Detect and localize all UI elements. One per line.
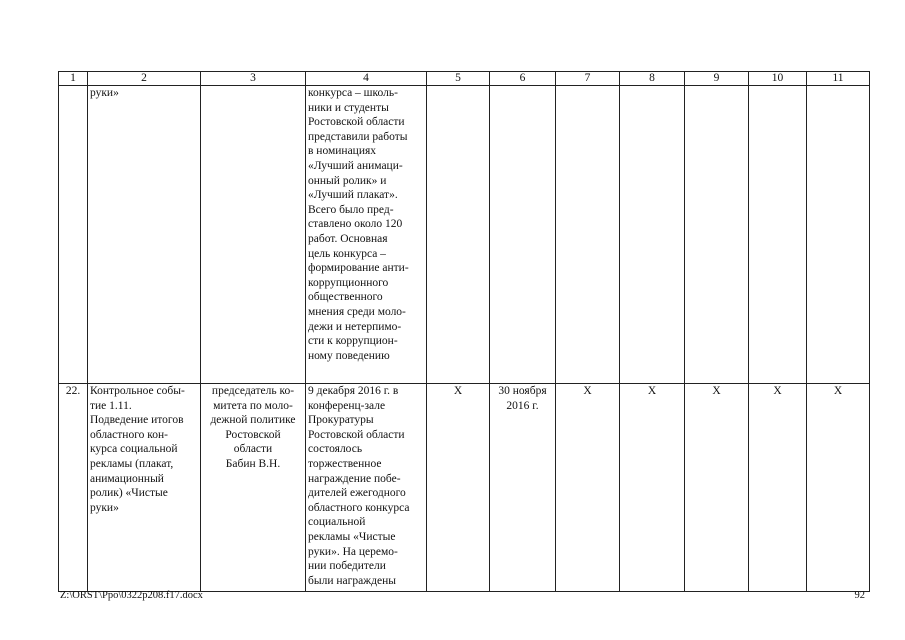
text-line: в номинациях [308,145,377,158]
text-line: были награждены [308,574,396,587]
text-line: тие 1.11. [90,399,132,412]
header-cell-6: 6 [490,72,556,86]
cell-col11 [807,86,870,384]
text-line: дежной политике [210,414,296,427]
text-line: дежи и нетерпимо- [308,320,402,333]
cell-num [59,86,88,384]
header-cell-5: 5 [427,72,490,86]
text-line: митета по моло- [213,399,293,412]
text-line: курса социальной [90,443,178,456]
text-line: конкурса – школь- [308,87,398,99]
cell-col8 [620,86,685,384]
cell-col10 [749,86,807,384]
text-line: коррупционного [308,276,389,289]
header-cell-11: 11 [807,72,870,86]
cell-col8: X [620,384,685,592]
text-line: конференц-зале [308,399,386,412]
header-cell-3: 3 [201,72,306,86]
table-row-continued [59,86,870,384]
cell-event [88,86,201,384]
text-line: Ростовской области [308,116,405,129]
text-line: мнения среди моло- [308,305,406,318]
text-line: 2016 г. [506,399,539,412]
page-number: 92 [854,590,865,601]
cell-col7 [556,86,620,384]
text-line: Ростовской области [308,428,405,441]
cell-result [306,86,427,384]
text-line: руки» [90,87,119,99]
cell-col9 [685,86,749,384]
header-cell-8: 8 [620,72,685,86]
text-line: Бабин В.Н. [225,457,281,470]
text-line: ставлено около 120 [308,218,403,231]
text-line: областного кон- [90,428,168,441]
cell-responsible [201,384,306,592]
text-line: Подведение итогов [90,414,184,427]
text-line: Ростовской [225,428,281,441]
cell-event [88,384,201,592]
text-line: работ. Основная [308,232,388,245]
text-line: ролик) «Чистые [90,487,168,500]
cell-col5 [427,86,490,384]
text-line: нии победители [308,560,386,573]
text-line: рекламы (плакат, [90,457,174,470]
text-line: формирование анти- [308,262,409,275]
header-cell-10: 10 [749,72,807,86]
text-line: ному поведению [308,349,390,362]
header-cell-7: 7 [556,72,620,86]
header-cell-1: 1 [59,72,88,86]
text-line: онный ролик» и [308,174,387,187]
text-line: состоялось [308,443,363,456]
table-row-22 [59,384,870,592]
text-line: руки» [90,501,119,514]
text-line: 30 ноября [498,385,547,397]
cell-col11: X [807,384,870,592]
text-line: областного конкурса [308,501,410,514]
text-line: председатель ко- [211,385,295,397]
cell-col7: X [556,384,620,592]
text-line: руки». На церемо- [308,545,398,558]
header-row [59,72,870,86]
text-line: «Лучший плакат». [308,189,398,202]
header-cell-2: 2 [88,72,201,86]
cell-result [306,384,427,592]
text-line: 9 декабря 2016 г. в [308,385,399,397]
text-line: Прокуратуры [308,414,374,427]
text-line: Всего было пред- [308,203,394,216]
text-line: ники и студенты [308,101,389,114]
text-line: цель конкурса – [308,247,386,260]
cell-date [490,384,556,592]
text-line: области [233,443,273,456]
cell-responsible [201,86,306,384]
text-line: дителей ежегодного [308,487,406,500]
header-cell-9: 9 [685,72,749,86]
cell-col5: X [427,384,490,592]
cell-col6 [490,86,556,384]
header-cell-4: 4 [306,72,427,86]
text-line: анимационный [90,472,164,485]
text-line: социальной [308,516,366,529]
text-line: сти к коррупцион- [308,335,398,348]
text-line: «Лучший анимаци- [308,159,403,172]
text-line: представили работы [308,130,408,143]
text-line: общественного [308,291,383,304]
footer-file-path: Z:\ORST\Ppo\0322p208.f17.docx [60,590,203,601]
text-line: рекламы «Чистые [308,530,396,543]
cell-col10: X [749,384,807,592]
text-line: торжественное [308,457,382,470]
cell-num: 22. [59,384,88,592]
cell-col9: X [685,384,749,592]
text-line: Контрольное собы- [90,385,185,397]
report-table [58,71,870,592]
text-line: награждение побе- [308,472,401,485]
